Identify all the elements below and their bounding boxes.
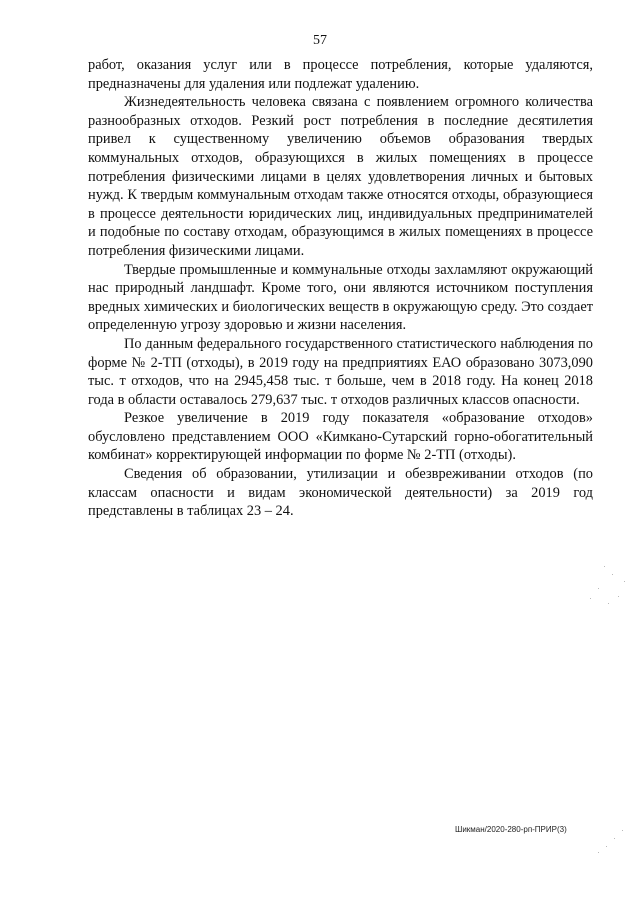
page-number: 57 [313,33,327,48]
document-code: Шикман/2020-280-рп-ПРИР(3) [455,825,567,834]
paragraph-continuation: работ, оказания услуг или в процессе потребления, которые удаляются, предназначены для удаления или подлежат удалению. [88,57,593,92]
paragraph-landscape: Твердые промышленные и коммунальные отходы захламляют окружающий нас природный ландшафт. Кроме того, они являются источником поступления вредных химических и биологических веществ в окружающую среду. Это создает определенную угрозу здоровью и жизни населения. [88,261,593,334]
scan-speckle [624,581,625,582]
scan-speckle [606,846,607,847]
scan-speckle [604,566,605,567]
scan-speckle [614,838,615,839]
scan-speckle [608,603,609,604]
scan-speckle [590,598,591,599]
scan-speckle [622,830,623,831]
paragraph-waste-growth: Жизнедеятельность человека связана с появлением огромного количества разнообразных отходов. Резкий рост потребления в последние десятилетия привел к существенному увеличению объемов образования твердых коммунальных отходов, образующихся в жилых помещениях в процессе потребления физическими лицами в целях удовлетворения личных и бытовых нужд. К твердым коммунальным отходам также относятся отходы, образующиеся в процессе деятельности юридических лиц, индивидуальных предпринимателей и подобные по составу отходам, образующимся в жилых помещениях в процессе потребления физическими лицами. [88,94,593,259]
scan-speckle [612,574,613,575]
paragraph-increase-reason: Резкое увеличение в 2019 году показателя «образование отходов» обусловлено представлением ООО «Кимкано-Сутарский горно-обогатительный комбинат» корректирующей информации по форме № 2-ТП (отходы). [88,410,593,464]
paragraph-statistics: По данным федерального государственного статистического наблюдения по форме № 2-ТП (отходы), в 2019 году на предприятиях ЕАО образовано 3073,090 тыс. т отходов, что на 2945,458 тыс. т больше, чем в 2018 году. На конец 2018 года в области оставалось 279,637 тыс. т отходов различных классов опасности. [88,335,593,408]
body-text [88,56,593,521]
scan-speckle [598,588,599,589]
paragraph-tables-reference: Сведения об образовании, утилизации и обезвреживании отходов (по классам опасности и видам экономической деятельности) за 2019 год представлены в таблицах 23 – 24. [88,466,593,520]
scan-speckle [598,852,599,853]
scan-speckle [618,596,619,597]
